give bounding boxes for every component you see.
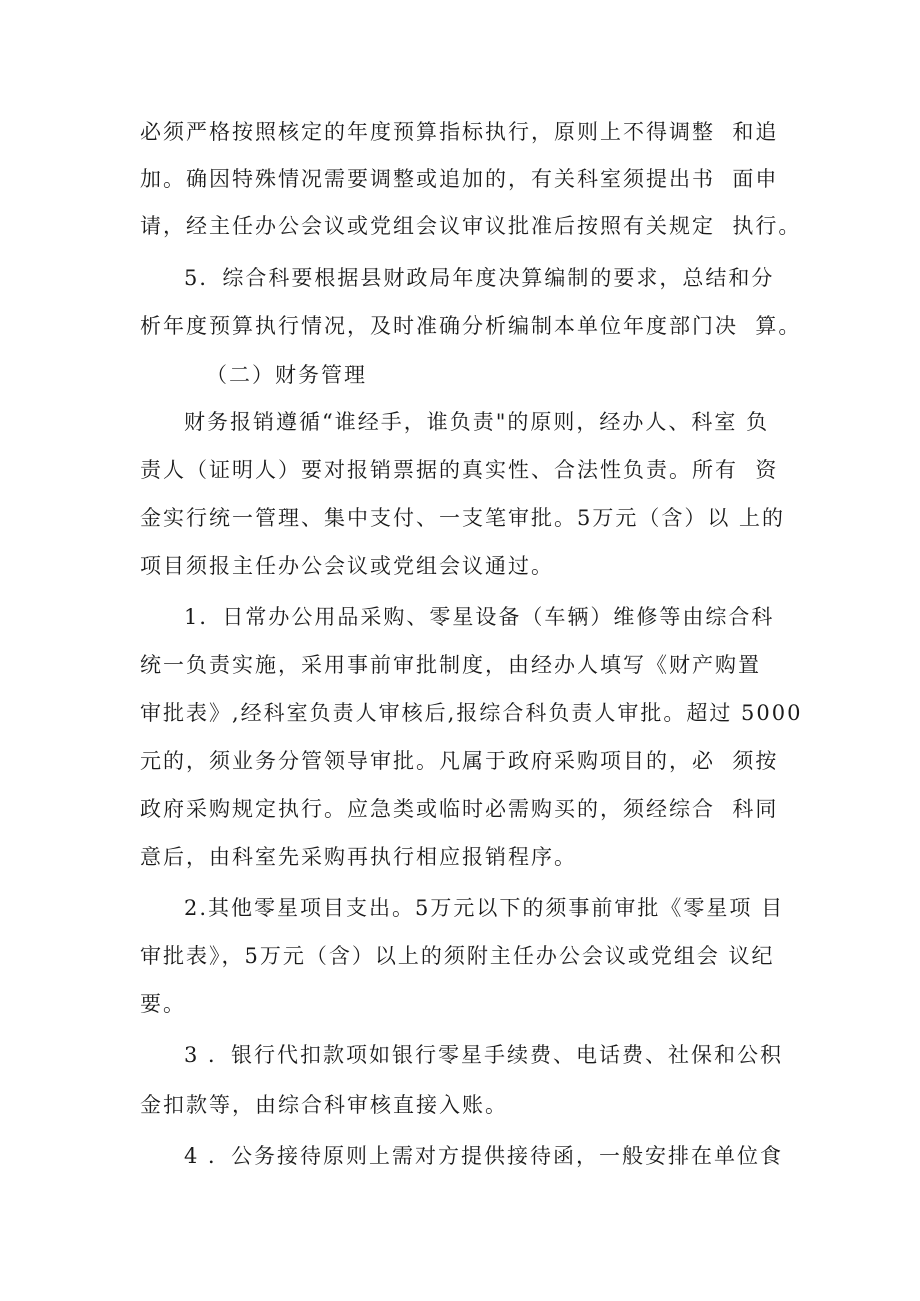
- text-line: 金扣款等，由综合科审核直接入账。: [140, 1093, 508, 1117]
- text-line: 请，经主任办公会议或党组会议审议批准后按照有关规定 执行。: [140, 214, 802, 238]
- text-line: 5．综合科要根据县财政局年度决算编制的要求，总结和分: [184, 266, 775, 290]
- text-line: 析年度预算执行情况，及时准确分析编制本单位年度部门决 算。: [140, 314, 802, 338]
- text-line: 元的，须业务分管领导审批。凡属于政府采购项目的，必 须按: [140, 749, 779, 773]
- text-line: 项目须报主任办公会议或党组会议通过。: [140, 554, 554, 578]
- text-line: 要。: [140, 992, 186, 1016]
- text-line: 加。确因特殊情况需要调整或追加的，有关科室须提出书 面申: [140, 167, 779, 191]
- text-line: 必须严格按照核定的年度预算指标执行，原则上不得调整 和追: [140, 120, 779, 144]
- text-line: 1．日常办公用品采购、零星设备（车辆）维修等由综合科: [184, 605, 775, 629]
- text-line: 责人（证明人）要对报销票据的真实性、合法性负责。所有 资: [140, 458, 779, 482]
- text-line: 财务报销遵循“谁经手，谁负责"的原则，经办人、科室 负: [184, 410, 770, 434]
- text-line: 统一负责实施，采用事前审批制度，由经办人填写《财产购置: [140, 653, 761, 677]
- text-line: 3 ．银行代扣款项如银行零星手续费、电话费、社保和公积: [184, 1043, 784, 1067]
- text-line: 审批表》,经科室负责人审核后,报综合科负责人审批。超过 5000: [140, 701, 803, 725]
- text-line: 意后，由科室先采购再执行相应报销程序。: [140, 845, 577, 869]
- text-line: 金实行统一管理、集中支付、一支笔审批。5万元（含）以 上的: [140, 506, 786, 530]
- text-line: 2.其他零星项目支出。5万元以下的须事前审批《零星项 目: [184, 896, 785, 920]
- text-line: 4 ．公务接待原则上需对方提供接待函，一般安排在单位食: [184, 1144, 784, 1168]
- section-heading: （二）财务管理: [206, 363, 367, 387]
- text-line: 政府采购规定执行。应急类或临时必需购买的，须经综合 科同: [140, 797, 779, 821]
- text-line: 审批表》，5万元（含）以上的须附主任办公会议或党组会 议纪: [140, 944, 775, 968]
